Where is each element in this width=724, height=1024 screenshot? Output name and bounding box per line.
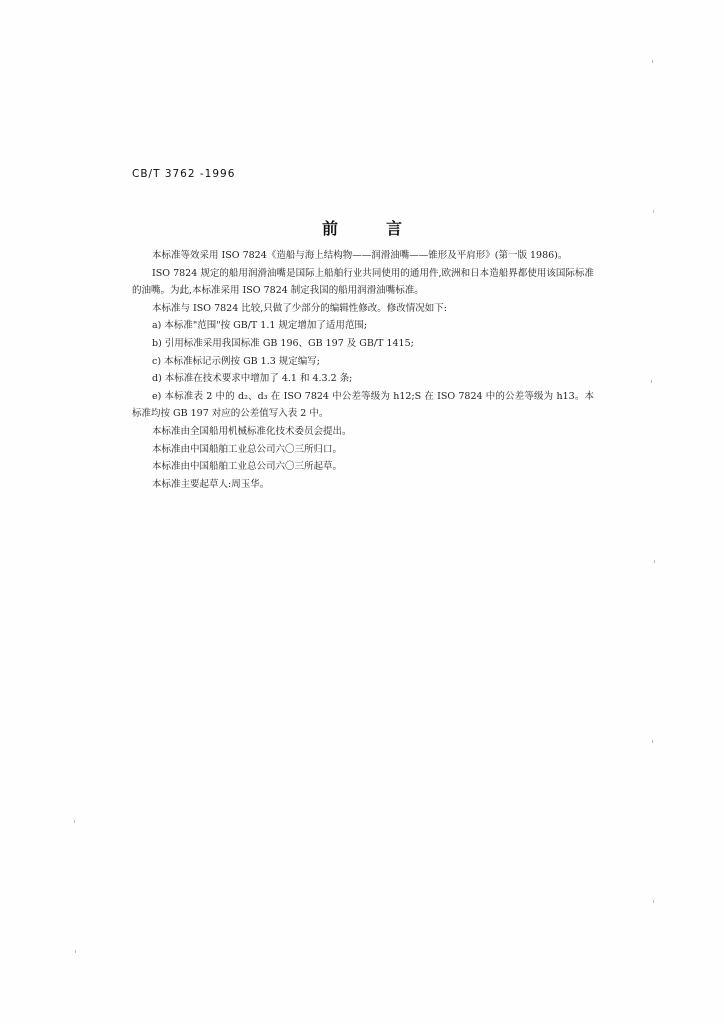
page-title: 前言 (321, 219, 450, 238)
scan-artifact (653, 900, 654, 903)
scan-artifact (652, 740, 653, 743)
paragraph-drafted-by: 本标准由中国船舶工业总公司六〇三所起草。 (152, 461, 343, 473)
paragraph-managed-by: 本标准由中国船舶工业总公司六〇三所归口。 (152, 443, 343, 455)
list-item-a: a) 本标准"范围"按 GB/T 1.1 规定增加了适用范围; (152, 320, 368, 332)
scan-artifact (652, 60, 653, 63)
list-item-d: d) 本标准在技术要求中增加了 4.1 和 4.3.2 条; (152, 373, 353, 385)
standard-code-header: CB/T 3762 -1996 (132, 168, 236, 180)
paragraph-adoption: 本标准等效采用 ISO 7824《造船与海上结构物——润滑油嘴——锥形及平肩形》(第一版 1986)。 (152, 250, 568, 261)
scan-artifact (75, 950, 76, 953)
foreword-body (132, 247, 594, 493)
paragraph-background: ISO 7824 规定的船用润滑油嘴是国际上船舶行业共同使用的通用件,欧洲和日本造船界都使用该国际标准的油嘴。为此,本标准采用 ISO 7824 制定我国的船用润滑油嘴标准。 (132, 267, 594, 297)
scan-artifact (653, 210, 654, 213)
list-item-e: e) 本标准表 2 中的 d₂、d₃ 在 ISO 7824 中公差等级为 h12;S 在 ISO 7824 中的公差等级为 h13。本标准均按 GB 197 对应的公差值写入表 2 中。 (132, 390, 594, 420)
paragraph-drafters: 本标准主要起草人:周玉华。 (152, 478, 270, 490)
paragraph-proposed-by: 本标准由全国船用机械标准化技术委员会提出。 (152, 425, 352, 437)
scan-artifact (654, 560, 655, 563)
list-item-b: b) 引用标准采用我国标准 GB 196、GB 197 及 GB/T 1415; (152, 337, 414, 349)
scan-artifact (74, 820, 75, 823)
scan-artifact (651, 380, 652, 383)
paragraph-comparison: 本标准与 ISO 7824 比较,只做了少部分的编辑性修改。修改情况如下: (152, 302, 448, 314)
list-item-c: c) 本标准标记示例按 GB 1.3 规定编写; (152, 355, 320, 367)
